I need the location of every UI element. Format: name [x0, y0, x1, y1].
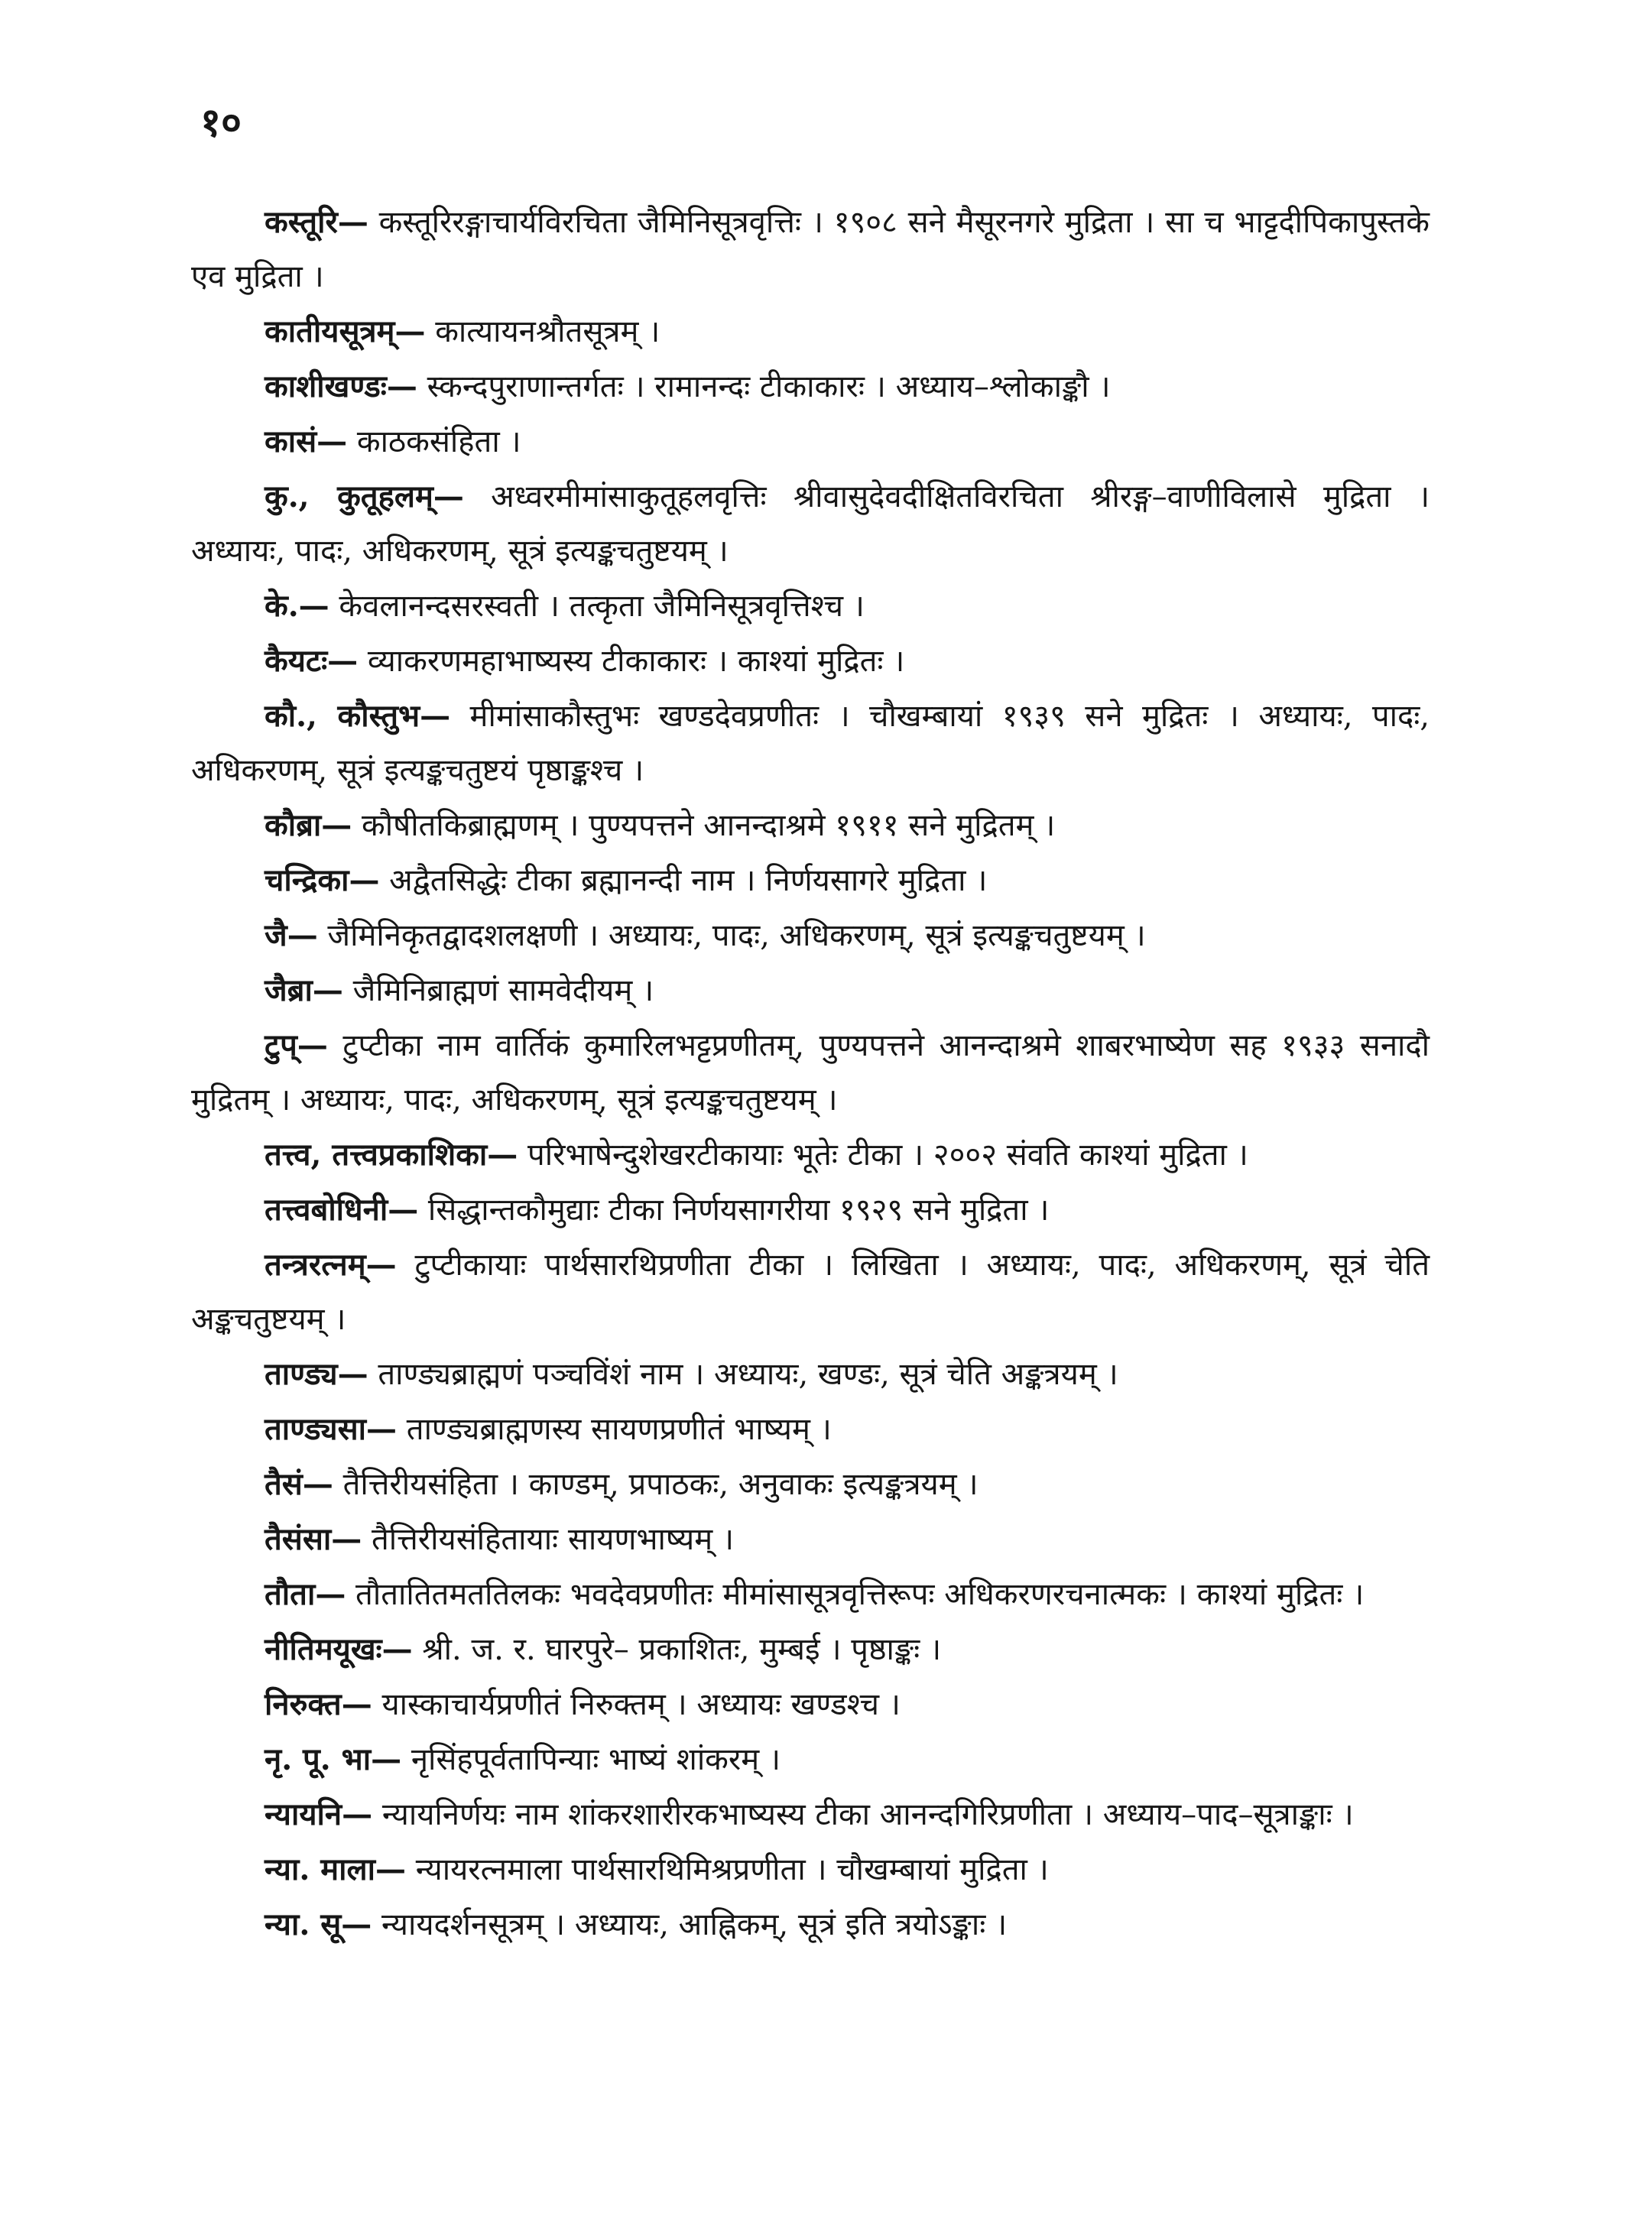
entry-dash: —	[420, 698, 451, 734]
entry-term: कैयटः	[265, 643, 328, 679]
entry-term: तत्त्व, तत्त्वप्रकाशिका	[265, 1137, 488, 1173]
entry-term: तन्त्ररत्नम्	[265, 1247, 366, 1283]
entry-kaubra	[191, 798, 1430, 853]
entry-kutuhalam	[191, 469, 1430, 579]
entry-jai	[191, 908, 1430, 963]
entry-dash: —	[297, 1027, 328, 1063]
entry-dash: —	[349, 862, 380, 898]
entry-dash: —	[375, 1851, 406, 1887]
entry-dash: —	[386, 368, 417, 404]
entry-description: यास्काचार्यप्रणीतं निरुक्तम् । अध्यायः खण्डश्च ।	[381, 1687, 901, 1722]
entry-dash: —	[287, 917, 318, 953]
entry-taisam	[191, 1457, 1430, 1512]
entry-dash: —	[381, 1631, 413, 1667]
entry-description: जैमिनिकृतद्वादशलक्षणी । अध्यायः, पादः, अधिकरणम्, सूत्रं इत्यङ्कचतुष्टयम् ।	[327, 918, 1146, 953]
entry-katiyasutram	[191, 304, 1430, 359]
entry-term: तत्त्वबोधिनी	[265, 1192, 388, 1228]
entry-jaibra	[191, 963, 1430, 1018]
entry-term: तैसंसा	[265, 1521, 332, 1557]
entry-dash: —	[388, 1192, 419, 1228]
entry-term: कौ., कौस्तुभ	[265, 698, 420, 734]
entry-description: श्री. ज. र. घारपुरे– प्रकाशितः, मुम्बई । पृष्ठाङ्कः ।	[422, 1632, 942, 1667]
entry-tattvabodhini	[191, 1183, 1430, 1238]
entry-term: तैसं	[265, 1466, 303, 1502]
entry-description: मीमांसाकौस्तुभः खण्डदेवप्रणीतः । चौखम्बायां १९३९ सने मुद्रितः । अध्यायः, पादः, अधिकरणम्, सूत्रं इत्यङ्कचतुष्टयं पृष्ठाङ्कश्च ।	[191, 699, 1430, 788]
entry-tantraratnam	[191, 1238, 1430, 1347]
entry-dash: —	[433, 479, 464, 514]
entry-description: न्यायरत्नमाला पार्थसारथिमिश्रप्रणीता । चौखम्बायां मुद्रिता ।	[415, 1852, 1049, 1887]
entry-description: नृसिंहपूर्वतापिन्याः भाष्यं शांकरम् ।	[411, 1742, 781, 1777]
entry-description: अद्वैतसिद्धेः टीका ब्रह्मानन्दी नाम । निर्णयसागरे मुद्रिता ।	[389, 863, 988, 898]
entry-nrpubha	[191, 1732, 1430, 1787]
entry-kashikhanda	[191, 359, 1430, 414]
entry-term: काशीखण्डः	[265, 368, 387, 404]
entry-description: तैत्तिरीयसंहितायाः सायणभाष्यम् ।	[371, 1522, 735, 1557]
entry-dash: —	[321, 807, 352, 843]
abbreviation-list	[191, 195, 1430, 1952]
entry-description: परिभाषेन्दुशेखरटीकायाः भूतेः टीका । २००२ संवति काश्यां मुद्रिता ।	[527, 1137, 1248, 1173]
entry-description: तौतातितमततिलकः भवदेवप्रणीतः मीमांसासूत्रवृत्तिरूपः अधिकरणरचनात्मकः । काश्यां मुद्रितः ।	[355, 1577, 1365, 1612]
entry-description: कात्यायनश्रौतसूत्रम् ।	[435, 314, 660, 349]
entry-tauta	[191, 1567, 1430, 1622]
entry-term: कासं	[265, 423, 317, 459]
entry-tattvaprakashika	[191, 1127, 1430, 1183]
entry-description: तैत्तिरीयसंहिता । काण्डम्, प्रपाठकः, अनुवाकः इत्यङ्कत्रयम् ।	[342, 1467, 979, 1502]
entry-description: ताण्ड्यब्राह्मणं पञ्चविंशं नाम । अध्यायः, खण्डः, सूत्रं चेति अङ्कत्रयम् ।	[378, 1357, 1118, 1392]
entry-description: न्यायदर्शनसूत्रम् । अध्यायः, आह्निकम्, सूत्रं इति त्रयोऽङ्काः ।	[381, 1907, 1008, 1942]
entry-kasam	[191, 414, 1430, 469]
entry-dash: —	[341, 1906, 372, 1942]
entry-description: स्कन्दपुराणान्तर्गतः । रामानन्दः टीकाकारः । अध्याय–श्लोकाङ्कौ ।	[427, 369, 1111, 404]
entry-term: टुप्	[265, 1027, 297, 1063]
entry-description: टुप्टीका नाम वार्तिकं कुमारिलभट्टप्रणीतम्, पुण्यपत्तने आनन्दाश्रमे शाबरभाष्येण सह १९३३ सनादौ मुद्रितम् । अध्यायः, पादः, अधिकरणम्, सूत्रं इत्यङ्कचतुष्टयम् ।	[191, 1028, 1430, 1118]
entry-chandrika	[191, 853, 1430, 908]
entry-description: कौषीतकिब्राह्मणम् । पुण्यपत्तने आनन्दाश्रमे १९११ सने मुद्रितम् ।	[362, 808, 1056, 843]
entry-tandyasa	[191, 1402, 1430, 1457]
entry-description: टुप्टीकायाः पार्थसारथिप्रणीता टीका । लिखिता । अध्यायः, पादः, अधिकरणम्, सूत्रं चेति अङ्कचतुष्टयम् ।	[191, 1248, 1430, 1337]
entry-description: कस्तूरिरङ्गाचार्यविरचिता जैमिनिसूत्रवृत्तिः । १९०८ सने मैसूरनगरे मुद्रिता । सा च भाट्टदीपिकापुस्तके एव मुद्रिता ।	[191, 205, 1430, 294]
entry-dash: —	[394, 313, 426, 349]
entry-term: नृ. पू. भा	[265, 1741, 372, 1777]
entry-dash: —	[371, 1741, 402, 1777]
page-number: १०	[200, 99, 242, 146]
entry-description: जैमिनिब्राह्मणं सामवेदीयम् ।	[352, 973, 654, 1008]
entry-nyayasutra	[191, 1897, 1430, 1952]
entry-term: कातीयसूत्रम्	[265, 313, 395, 349]
entry-taisamsa	[191, 1512, 1430, 1567]
entry-dash: —	[337, 1356, 368, 1392]
entry-description: व्याकरणमहाभाष्यस्य टीकाकारः । काश्यां मुद्रितः ।	[367, 644, 905, 679]
entry-description: न्यायनिर्णयः नाम शांकरशारीरकभाष्यस्य टीका आनन्दगिरिप्रणीता । अध्याय–पाद–सूत्राङ्काः ।	[381, 1797, 1354, 1832]
entry-nyayamala	[191, 1842, 1430, 1897]
entry-nitimayukha	[191, 1622, 1430, 1677]
entry-dash: —	[487, 1137, 518, 1173]
entry-description: ताण्ड्यब्राह्मणस्य सायणप्रणीतं भाष्यम् ।	[406, 1412, 832, 1447]
entry-dash: —	[316, 423, 348, 459]
entry-description: काठकसंहिता ।	[356, 424, 521, 459]
entry-dash: —	[337, 204, 368, 240]
entry-dash: —	[327, 643, 359, 679]
entry-dash: —	[365, 1247, 397, 1283]
entry-kaiyata	[191, 634, 1430, 689]
entry-dash: —	[331, 1521, 362, 1557]
entry-term: जै	[265, 917, 287, 953]
entry-term: के.	[265, 588, 299, 624]
entry-term: निरुक्त	[265, 1686, 342, 1722]
entry-term: नीतिमयूखः	[265, 1631, 382, 1667]
entry-dash: —	[302, 1466, 333, 1502]
entry-description: सिद्धान्तकौमुद्याः टीका निर्णयसागरीया १९२९ सने मुद्रिता ।	[427, 1192, 1050, 1228]
entry-dash: —	[312, 972, 343, 1008]
entry-term: न्या. सू	[265, 1906, 342, 1942]
entry-dash: —	[298, 588, 329, 624]
entry-term: ताण्ड्यसा	[265, 1411, 367, 1447]
entry-dash: —	[315, 1576, 346, 1612]
entry-term: कस्तूरि	[265, 204, 338, 240]
entry-term: कौब्रा	[265, 807, 322, 843]
entry-kasturi	[191, 195, 1430, 304]
entry-dash: —	[341, 1686, 372, 1722]
entry-tandya	[191, 1347, 1430, 1402]
entry-dash: —	[366, 1411, 398, 1447]
entry-term: चन्द्रिका	[265, 862, 349, 898]
entry-description: केवलानन्दसरस्वती । तत्कृता जैमिनिसूत्रवृत्तिश्च ।	[339, 589, 865, 624]
entry-term: तौता	[265, 1576, 316, 1612]
entry-dash: —	[342, 1796, 373, 1832]
entry-kaustubha	[191, 689, 1430, 798]
entry-ke	[191, 579, 1430, 634]
entry-term: न्या. माला	[265, 1851, 375, 1887]
entry-nyayani	[191, 1787, 1430, 1842]
entry-nirukta	[191, 1677, 1430, 1732]
entry-tup	[191, 1018, 1430, 1127]
entry-term: ताण्ड्य	[265, 1356, 338, 1392]
entry-term: कु., कुतूहलम्	[265, 479, 433, 514]
entry-term: जैब्रा	[265, 972, 313, 1008]
entry-description: अध्वरमीमांसाकुतूहलवृत्तिः श्रीवासुदेवदीक्षितविरचिता श्रीरङ्ग–वाणीविलासे मुद्रिता । अध्यायः, पादः, अधिकरणम्, सूत्रं इत्यङ्कचतुष्टयम् ।	[191, 479, 1430, 569]
entry-term: न्यायनि	[265, 1796, 342, 1832]
